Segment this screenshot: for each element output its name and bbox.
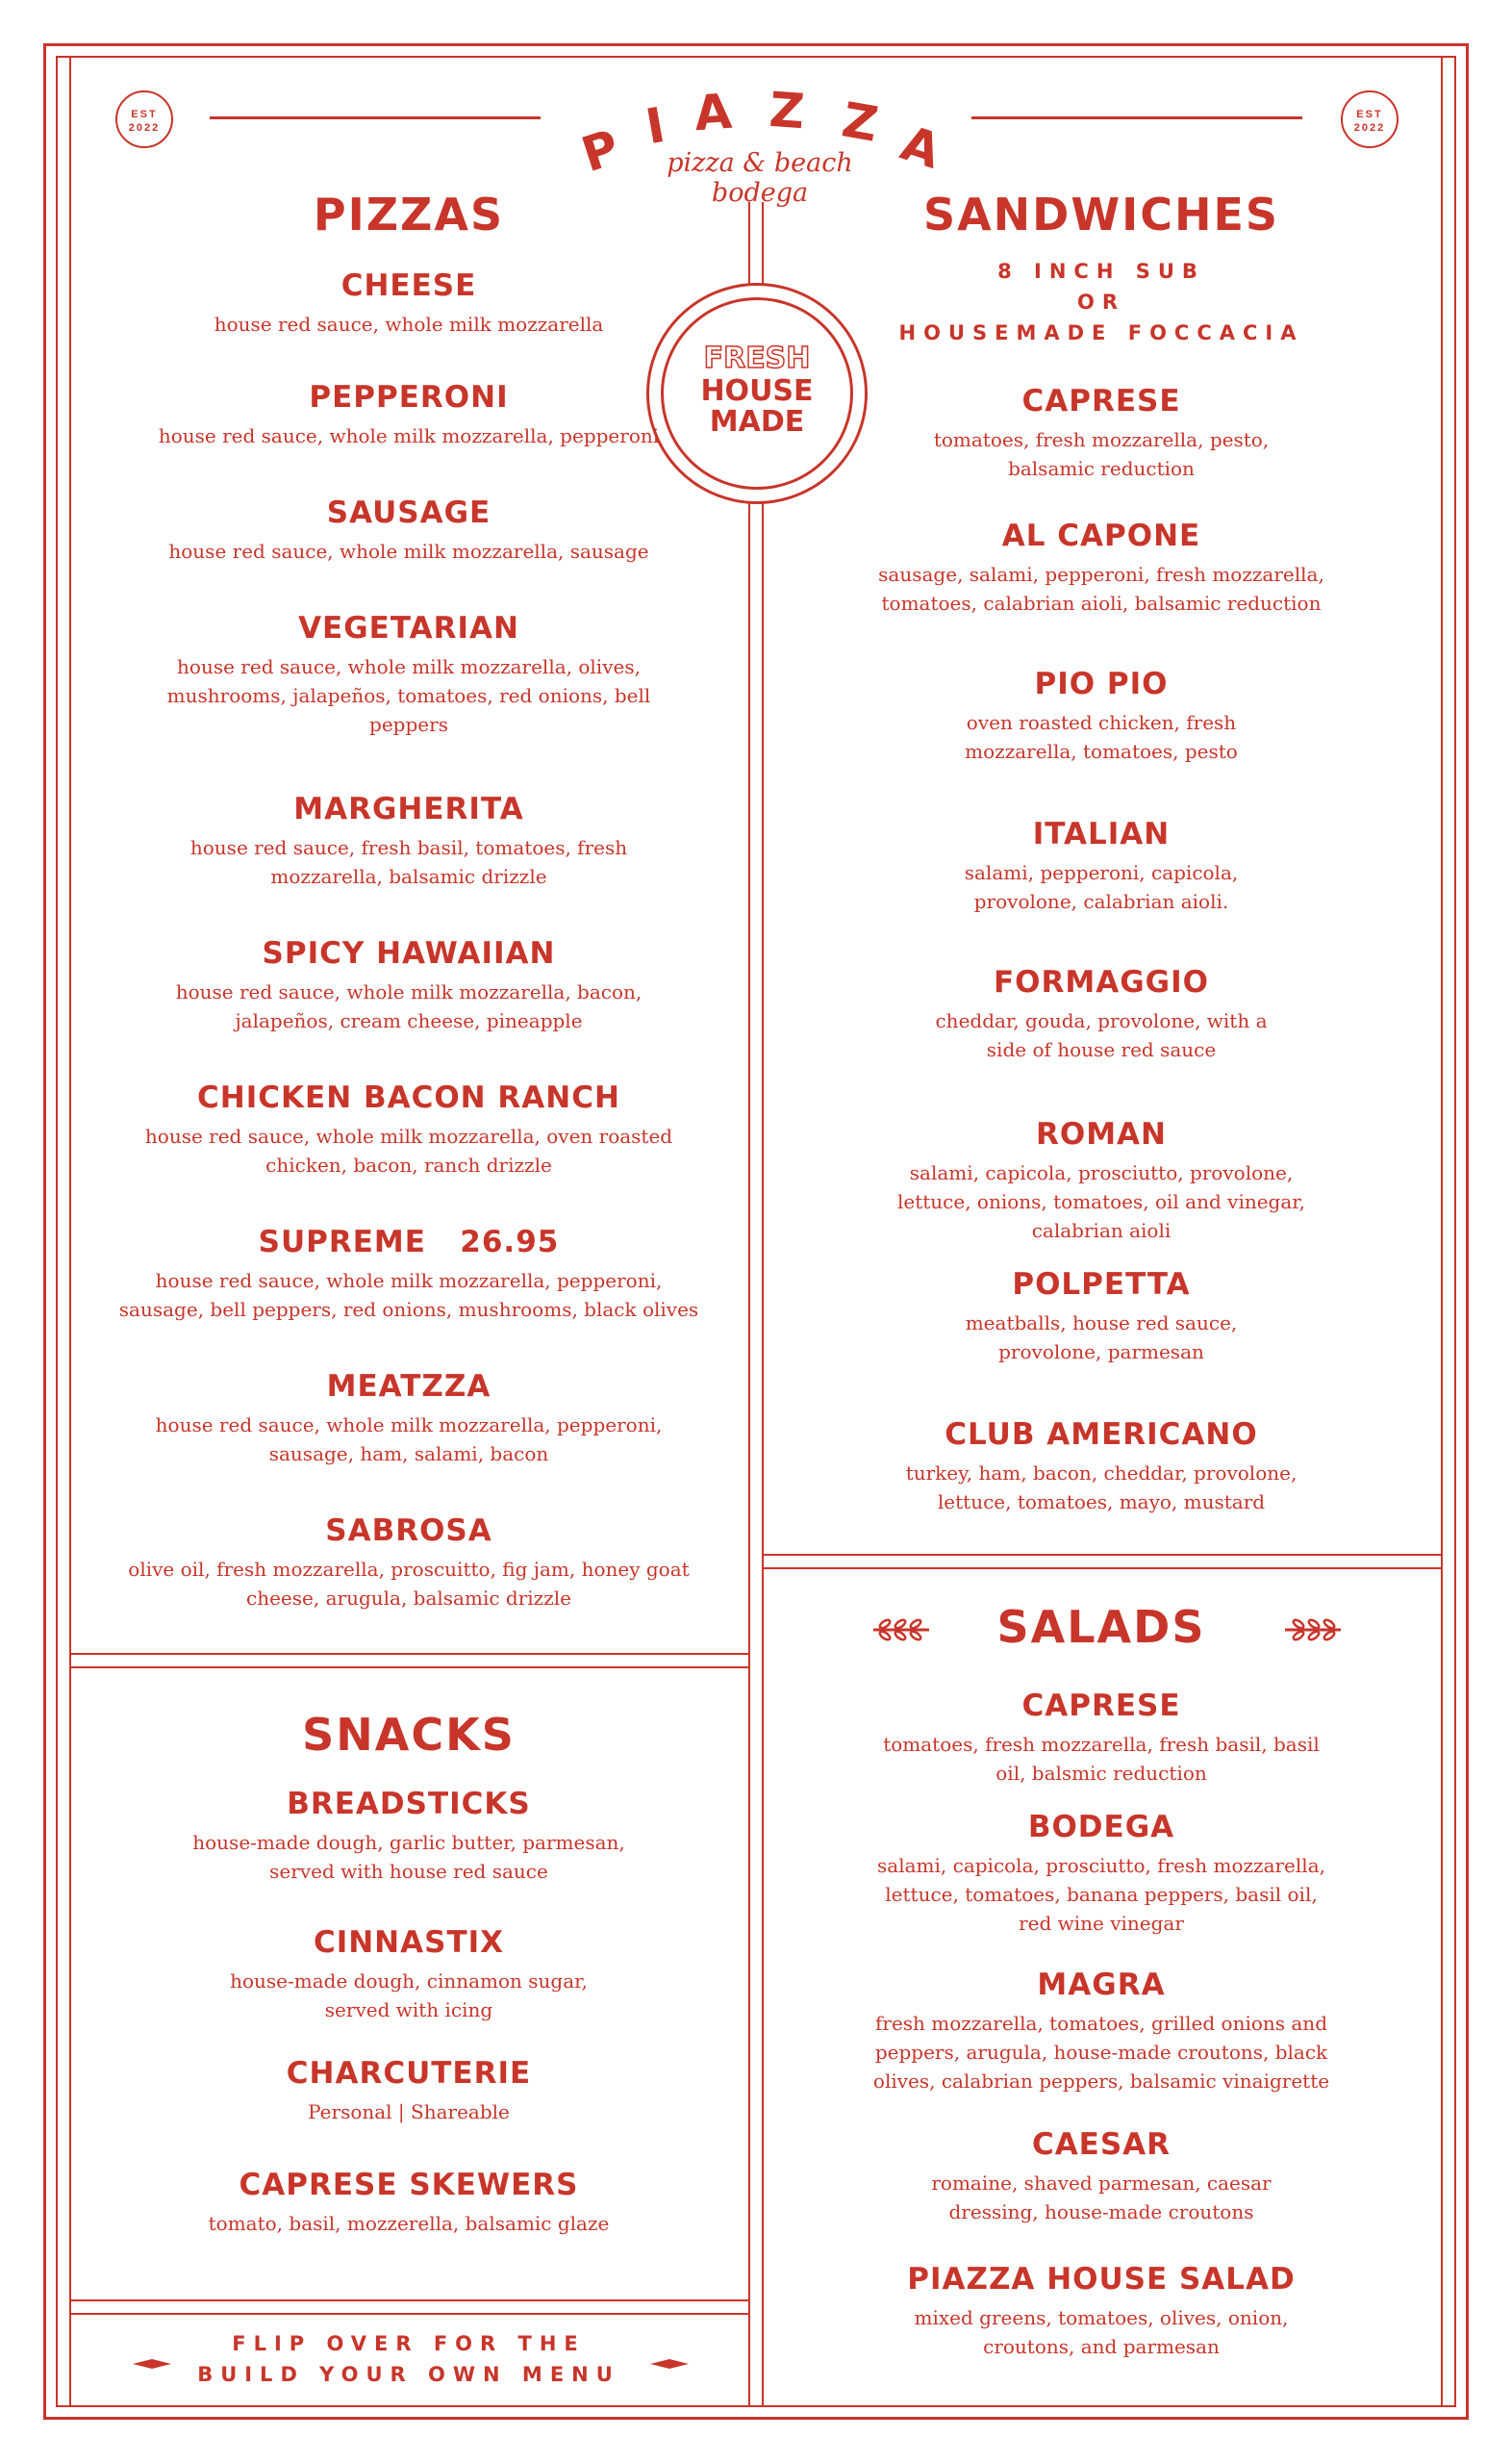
sandwich-item: [885, 1116, 1318, 1245]
item-name: CAPRESE: [1021, 384, 1181, 419]
snack-item: [192, 2167, 625, 2238]
item-desc: house red sauce, fresh basil, tomatoes, fresh mozzarella, balsamic drizzle: [189, 836, 628, 888]
brand-letter: A: [693, 83, 734, 142]
salads-title: SALADS: [996, 1601, 1206, 1653]
item-desc: salami, capicola, prosciutto, provolone, lettuce, onions, tomatoes, oil and vinegar, calabrian aioli: [896, 1161, 1306, 1242]
sandwich-item: [846, 518, 1356, 618]
item-name: CINNASTIX: [313, 1925, 505, 1960]
item-name: FORMAGGIO: [993, 965, 1210, 1000]
item-desc: house-made dough, garlic butter, parmesan, served with house red sauce: [192, 1831, 625, 1883]
item-name: PIAZZA HOUSE SALAD: [907, 2262, 1296, 2297]
pizza-item: [159, 610, 659, 739]
outer-frame-top-inner: [56, 56, 1456, 58]
subtitle-line: 8 INCH SUB: [997, 260, 1205, 283]
item-name: PEPPERONI: [309, 380, 509, 415]
header-rule-left: [210, 116, 541, 119]
sandwiches-subtitle: [769, 256, 1433, 348]
brand-tagline: pizza & beach bodega: [667, 148, 853, 208]
badge-house: HOUSE: [700, 374, 814, 408]
item-desc: fresh mozzarella, tomatoes, grilled onions and peppers, arugula, house-made croutons, black olives, calabrian peppers, balsamic vinaigrette: [872, 2012, 1330, 2093]
snack-item: [183, 1786, 635, 1886]
item-name: AL CAPONE: [1001, 519, 1201, 553]
item-name: CAPRESE: [1021, 1689, 1181, 1723]
pizza-item: [159, 935, 659, 1035]
diamond-ornament-icon: [133, 2357, 171, 2371]
salad-item: [890, 2261, 1313, 2361]
item-desc: mixed greens, tomatoes, olives, onion, croutons, and parmesan: [914, 2306, 1289, 2358]
est-label: EST: [131, 109, 158, 120]
item-name: PIO PIO: [1034, 667, 1169, 701]
est-year: 2022: [128, 122, 161, 134]
pizza-snacks-divider-2: [69, 1666, 750, 1668]
item-desc: house red sauce, whole milk mozzarella, pepperoni, sausage, ham, salami, bacon: [155, 1413, 663, 1465]
pizza-item: [168, 791, 649, 891]
brand-letter: P: [574, 118, 626, 184]
item-name: CHARCUTERIE: [286, 2056, 532, 2091]
est-label: EST: [1356, 109, 1383, 120]
item-desc: house red sauce, whole milk mozzarella, pepperoni, sausage, bell peppers, red onions, mushrooms, black olives: [118, 1269, 699, 1321]
pizza-item: [135, 495, 683, 566]
item-desc: house-made dough, cinnamon sugar, served with icing: [230, 1969, 588, 2021]
item-desc: tomatoes, fresh mozzarella, fresh basil, basil oil, balsmic reduction: [883, 1733, 1320, 1785]
item-name: MAGRA: [1037, 1968, 1166, 2002]
outer-frame-left-inner2: [69, 56, 71, 2407]
item-desc: salami, pepperoni, capicola, provolone, calabrian aioli.: [964, 861, 1239, 913]
item-name: BODEGA: [1027, 1810, 1175, 1844]
diamond-ornament-icon: [650, 2357, 689, 2371]
footer-line: BUILD YOUR OWN MENU: [197, 2363, 620, 2386]
footer-line: FLIP OVER FOR THE: [232, 2332, 586, 2355]
center-divider-2: [762, 202, 764, 2407]
outer-frame-right-inner: [1454, 56, 1456, 2407]
sandwich-item: [928, 383, 1274, 483]
snack-item: [192, 2055, 625, 2126]
item-desc: tomato, basil, mozzerella, balsamic glaze: [208, 2212, 610, 2235]
snacks-footer-divider: [69, 2299, 750, 2301]
item-desc: house red sauce, whole milk mozzarella, bacon, jalapeños, cream cheese, pineapple: [175, 980, 643, 1032]
pizza-item: [139, 1079, 678, 1180]
outer-frame-left: [43, 43, 46, 2420]
item-name: CAPRESE SKEWERS: [239, 2168, 579, 2202]
outer-frame-right-inner2: [1441, 56, 1443, 2407]
outer-frame-right: [1466, 43, 1469, 2420]
brand-letter: Z: [768, 81, 807, 140]
item-name: ROMAN: [1035, 1117, 1167, 1152]
item-name: CHEESE: [340, 268, 477, 303]
item-name: CLUB AMERICANO: [945, 1417, 1258, 1452]
outer-frame-top: [43, 43, 1469, 46]
outer-frame-bottom: [43, 2417, 1469, 2420]
item-desc: salami, capicola, prosciutto, fresh mozzarella, lettuce, tomatoes, banana peppers, basil oil, red wine vinegar: [877, 1854, 1325, 1935]
sandwiches-title: SANDWICHES: [922, 189, 1280, 241]
laurel-left-icon: [871, 1612, 931, 1647]
item-name: SABROSA: [325, 1513, 492, 1548]
pizza-item: [125, 1512, 693, 1612]
item-desc: house red sauce, whole milk mozzarella, oven roasted chicken, bacon, ranch drizzle: [144, 1125, 673, 1177]
brand-letter: I: [642, 96, 669, 156]
salad-item: [870, 1967, 1332, 2095]
sandwich-item: [957, 1266, 1246, 1366]
item-name: VEGETARIAN: [298, 611, 519, 646]
sandwich-salad-divider-2: [762, 1567, 1443, 1569]
item-name: CAESAR: [1031, 2127, 1172, 2162]
subtitle-line: HOUSEMADE FOCCACIA: [898, 321, 1304, 344]
pizzas-title: PIZZAS: [313, 189, 505, 241]
item-desc: tomatoes, fresh mozzarella, pesto, balsamic reduction: [933, 428, 1270, 480]
item-desc: romaine, shaved parmesan, caesar dressing, house-made croutons: [931, 2171, 1272, 2223]
item-desc: house red sauce, whole milk mozzarella, olives, mushrooms, jalapeños, tomatoes, red onions, bell peppers: [166, 655, 651, 736]
item-desc: meatballs, house red sauce, provolone, parmesan: [965, 1311, 1238, 1363]
item-desc: house red sauce, whole milk mozzarella, sausage: [168, 540, 649, 563]
est-badge-right: [1341, 90, 1399, 148]
item-name: POLPETTA: [1012, 1267, 1191, 1302]
snacks-footer-divider-2: [69, 2313, 750, 2315]
item-desc: house red sauce, whole milk mozzarella, pepperoni: [158, 424, 660, 447]
sandwich-item: [923, 666, 1279, 766]
est-year: 2022: [1353, 122, 1386, 134]
subtitle-line: OR: [1076, 291, 1126, 314]
outer-frame-left-inner: [56, 56, 58, 2407]
brand-letter: Z: [838, 91, 883, 153]
item-desc: oven roasted chicken, fresh mozzarella, tomatoes, pesto: [965, 711, 1238, 763]
salad-item: [870, 1809, 1332, 1938]
pizza-item: [111, 1368, 707, 1468]
item-name: SPICY HAWAIIAN: [262, 936, 556, 971]
badge-fresh: FRESH: [703, 342, 811, 375]
item-name: MEATZZA: [326, 1369, 491, 1404]
salad-item: [890, 2126, 1313, 2226]
badge-made: MADE: [709, 405, 805, 439]
brand-letter: A: [894, 114, 947, 180]
snack-item: [212, 1924, 606, 2024]
pizza-item: [111, 1224, 707, 1324]
outer-frame-bottom-inner: [56, 2405, 1456, 2407]
item-desc: Personal | Shareable: [308, 2100, 510, 2123]
item-name: SAUSAGE: [326, 495, 491, 530]
salad-item: [870, 1688, 1332, 1788]
sandwich-item: [952, 816, 1250, 916]
item-desc: sausage, salami, pepperoni, fresh mozzarella, tomatoes, calabrian aioli, balsamic reduction: [878, 563, 1324, 615]
item-desc: house red sauce, whole milk mozzarella: [214, 313, 604, 336]
header-rule-right: [971, 116, 1302, 119]
sandwich-item: [875, 1416, 1327, 1516]
sandwich-salad-divider: [762, 1554, 1443, 1556]
item-desc: turkey, ham, bacon, cheddar, provolone, lettuce, tomatoes, mayo, mustard: [905, 1461, 1298, 1513]
center-divider: [748, 202, 750, 2407]
snacks-title: SNACKS: [302, 1709, 516, 1761]
pizza-item: [135, 267, 683, 339]
item-name: ITALIAN: [1032, 817, 1171, 851]
item-name: BREADSTICKS: [287, 1787, 531, 1821]
item-name: SUPREME 26.95: [258, 1225, 560, 1259]
footer-note: [173, 2328, 644, 2390]
pizza-item: [135, 379, 683, 450]
item-name: MARGHERITA: [293, 792, 524, 826]
laurel-right-icon: [1283, 1612, 1343, 1647]
item-desc: olive oil, fresh mozzarella, proscuitto, fig jam, honey goat cheese, arugula, balsamic drizzle: [128, 1558, 690, 1610]
item-desc: cheddar, gouda, provolone, with a side of house red sauce: [935, 1009, 1268, 1061]
pizza-snacks-divider: [69, 1653, 750, 1655]
sandwich-item: [919, 964, 1284, 1064]
item-name: CHICKEN BACON RANCH: [197, 1080, 620, 1115]
est-badge-left: [115, 90, 173, 148]
